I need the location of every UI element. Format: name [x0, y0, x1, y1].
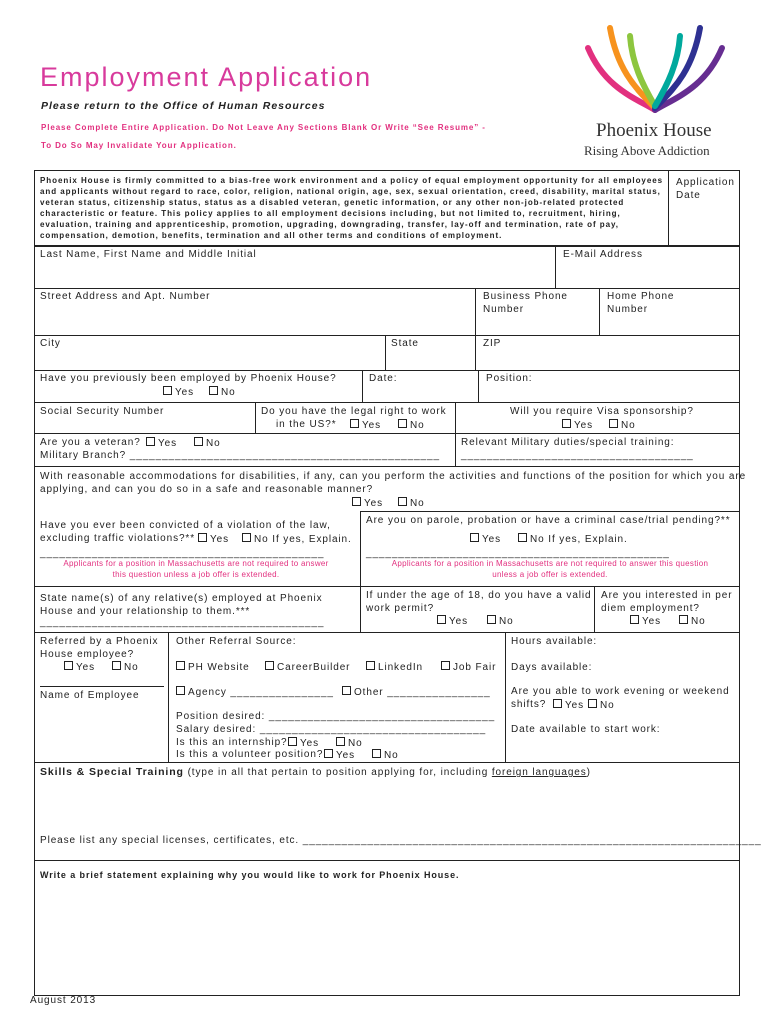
volunteer-question: Is this a volunteer position? — [176, 749, 324, 760]
legal-right-yes[interactable]: Yes — [350, 419, 381, 433]
evening-shifts-question: Are you able to work evening or weekend — [511, 686, 730, 697]
prev-employed-date-field[interactable]: Date: — [369, 373, 398, 384]
checkbox-icon — [562, 419, 571, 428]
business-phone-label-2: Number — [483, 304, 524, 315]
convicted-no[interactable]: No If yes, Explain. — [242, 533, 352, 547]
checkbox-icon — [588, 699, 597, 708]
checkbox-icon — [163, 386, 172, 395]
convicted-question: Have you ever been convicted of a violation of the law, — [40, 520, 331, 531]
ssn-field[interactable]: Social Security Number — [40, 406, 165, 417]
internship-no[interactable]: No — [336, 737, 363, 751]
application-date-label: Application — [676, 177, 735, 188]
previously-employed-label: Have you previously been employed by Phoenix House? — [40, 373, 337, 384]
start-date-field[interactable]: Date available to start work: — [511, 724, 661, 735]
job-fair-option[interactable]: Job Fair — [441, 661, 496, 675]
logo-name: Phoenix House — [596, 120, 712, 141]
checkbox-icon — [146, 437, 155, 446]
volunteer-yes[interactable]: Yes — [324, 749, 355, 763]
other-referral-label: Other Referral Source: — [176, 636, 297, 647]
full-name-field[interactable]: Last Name, First Name and Middle Initial — [40, 249, 257, 260]
linkedin-option[interactable]: LinkedIn — [366, 661, 423, 675]
accommodation-question-2: applying, and can you do so in a safe and reasonable manner? — [40, 484, 374, 495]
checkbox-icon — [342, 686, 351, 695]
checkbox-icon — [398, 497, 407, 506]
work-permit-question: If under the age of 18, do you have a valid — [366, 590, 592, 601]
checkbox-icon — [209, 386, 218, 395]
prev-employed-no[interactable]: No — [209, 386, 236, 400]
checkbox-icon — [398, 419, 407, 428]
referred-yes[interactable]: Yes — [64, 661, 95, 675]
parole-no[interactable]: No If yes, Explain. — [518, 533, 628, 547]
state-field[interactable]: State — [391, 338, 419, 349]
checkbox-icon — [265, 661, 274, 670]
parole-question: Are you on parole, probation or have a criminal case/trial pending?** — [366, 515, 731, 526]
other-option[interactable]: Other ________________ — [342, 686, 491, 700]
position-desired-field[interactable]: Position desired: ___________________________________ — [176, 711, 496, 722]
checkbox-icon — [470, 533, 479, 542]
checkbox-icon — [630, 615, 639, 624]
ph-website-option[interactable]: PH Website — [176, 661, 250, 675]
accommodation-no[interactable]: No — [398, 497, 425, 511]
checkbox-icon — [679, 615, 688, 624]
checkbox-icon — [176, 661, 185, 670]
prev-employed-position-field[interactable]: Position: — [486, 373, 533, 384]
visa-label: Will you require Visa sponsorship? — [510, 406, 694, 417]
legal-right-label-2: in the US?* — [276, 419, 337, 430]
checkbox-icon — [553, 699, 562, 708]
veteran-yes[interactable]: Yes — [146, 437, 177, 451]
home-phone-label-2: Number — [607, 304, 648, 315]
parole-explain-field[interactable]: _______________________________________________ — [366, 548, 670, 559]
checkbox-icon — [518, 533, 527, 542]
days-available-field[interactable]: Days available: — [511, 662, 593, 673]
veteran-label: Are you a veteran? — [40, 437, 141, 448]
licenses-field[interactable]: Please list any special licenses, certificates, etc. _______________________________________________________________________ — [40, 835, 762, 846]
military-duties-field[interactable]: ____________________________________ — [461, 450, 694, 461]
email-field[interactable]: E-Mail Address — [563, 249, 643, 260]
work-permit-question-2: work permit? — [366, 603, 435, 614]
footer-date: August 2013 — [30, 995, 97, 1006]
referred-question-2: House employee? — [40, 649, 135, 660]
legal-right-label: Do you have the legal right to work — [261, 406, 447, 417]
page-title: Employment Application — [40, 62, 373, 92]
evening-shifts-yes[interactable]: Yes — [553, 699, 584, 713]
careerbuilder-option[interactable]: CareerBuilder — [265, 661, 350, 675]
ma-note-right: Applicants for a position in Massachusetts are not required to answer this question unless a job offer is extended. — [391, 559, 709, 579]
visa-yes[interactable]: Yes — [562, 419, 593, 433]
work-permit-no[interactable]: No — [487, 615, 514, 629]
city-field[interactable]: City — [40, 338, 61, 349]
checkbox-icon — [176, 686, 185, 695]
statement-field[interactable]: Write a brief statement explaining why you would like to work for Phoenix House. — [40, 870, 460, 880]
referred-question: Referred by a Phoenix — [40, 636, 159, 647]
work-permit-yes[interactable]: Yes — [437, 615, 468, 629]
checkbox-icon — [336, 737, 345, 746]
checkbox-icon — [487, 615, 496, 624]
internship-yes[interactable]: Yes — [288, 737, 319, 751]
street-address-field[interactable]: Street Address and Apt. Number — [40, 291, 211, 302]
internship-question: Is this an internship? — [176, 737, 288, 748]
warning-line-2: To Do So May Invalidate Your Application. — [41, 141, 237, 150]
page-subtitle: Please return to the Office of Human Resources — [41, 100, 326, 112]
checkbox-icon — [609, 419, 618, 428]
visa-no[interactable]: No — [609, 419, 636, 433]
volunteer-no[interactable]: No — [372, 749, 399, 763]
parole-yes[interactable]: Yes — [470, 533, 501, 547]
checkbox-icon — [372, 749, 381, 758]
zip-field[interactable]: ZIP — [483, 338, 502, 349]
referred-no[interactable]: No — [112, 661, 139, 675]
policy-text: Phoenix House is firmly committed to a bias-free work environment and a policy of equal employment opportunity for all employees and applicants without regard to race, color, religion, national origin, age, sex, sexual orientation, creed, disability, marital status, veteran status, citizenship status, status as a disabled veteran, genetic information, or any other non-job-related protected characteristic or feature. This policy applies to all employment decisions including, but not limited to, recruitment, hiring, evaluation, training and apprenticeship, promotion, upgrading, downgrading, transfer, lay-off and termination, rate of pay, compensation, demotion, benefits, termination and all other terms and conditions of employment. — [40, 176, 664, 240]
per-diem-question-2: diem employment? — [601, 603, 700, 614]
accommodation-yes[interactable]: Yes — [352, 497, 383, 511]
checkbox-icon — [242, 533, 251, 542]
relatives-question: State name(s) of any relative(s) employed at Phoenix — [40, 593, 323, 604]
per-diem-no[interactable]: No — [679, 615, 706, 629]
checkbox-icon — [288, 737, 297, 746]
checkbox-icon — [194, 437, 203, 446]
business-phone-field[interactable]: Business Phone — [483, 291, 568, 302]
agency-option[interactable]: Agency ________________ — [176, 686, 334, 700]
checkbox-icon — [324, 749, 333, 758]
convicted-question-2: excluding traffic violations?** — [40, 533, 196, 544]
relatives-question-2: House and your relationship to them.*** — [40, 606, 251, 617]
hours-available-field[interactable]: Hours available: — [511, 636, 598, 647]
checkbox-icon — [64, 661, 73, 670]
per-diem-question: Are you interested in per — [601, 590, 733, 601]
military-duties-label: Relevant Military duties/special training: — [461, 437, 675, 448]
salary-desired-field[interactable]: Salary desired: ___________________________________ — [176, 724, 487, 735]
military-branch-field[interactable]: Military Branch? ________________________________________________ — [40, 450, 440, 461]
convicted-explain-field[interactable]: ____________________________________________ — [40, 548, 325, 559]
checkbox-icon — [366, 661, 375, 670]
relatives-field[interactable]: ____________________________________________ — [40, 617, 325, 628]
checkbox-icon — [198, 533, 207, 542]
application-date-label-2: Date — [676, 190, 701, 201]
convicted-yes[interactable]: Yes — [198, 533, 229, 547]
ma-note-left: Applicants for a position in Massachusetts are not required to answer this question unless a job offer is extended. — [63, 559, 329, 579]
per-diem-yes[interactable]: Yes — [630, 615, 661, 629]
checkbox-icon — [112, 661, 121, 670]
evening-shifts-question-2: shifts? — [511, 699, 547, 710]
prev-employed-yes[interactable]: Yes — [163, 386, 194, 400]
checkbox-icon — [350, 419, 359, 428]
evening-shifts-no[interactable]: No — [588, 699, 615, 713]
checkbox-icon — [352, 497, 361, 506]
checkbox-icon — [437, 615, 446, 624]
legal-right-no[interactable]: No — [398, 419, 425, 433]
logo-tagline: Rising Above Addiction — [584, 143, 710, 158]
warning-line-1: Please Complete Entire Application. Do Not Leave Any Sections Blank Or Write “See Resume” - — [41, 123, 486, 132]
home-phone-field[interactable]: Home Phone — [607, 291, 675, 302]
checkbox-icon — [441, 661, 450, 670]
phoenix-logo-icon — [580, 18, 730, 128]
veteran-no[interactable]: No — [194, 437, 221, 451]
skills-section[interactable]: Skills & Special Training (type in all that pertain to position applying for, including foreign languages) — [40, 766, 591, 778]
employee-name-field[interactable]: Name of Employee — [40, 690, 140, 701]
accommodation-question: With reasonable accommodations for disabilities, if any, can you perform the activities and functions of the position for which you are — [40, 471, 747, 482]
